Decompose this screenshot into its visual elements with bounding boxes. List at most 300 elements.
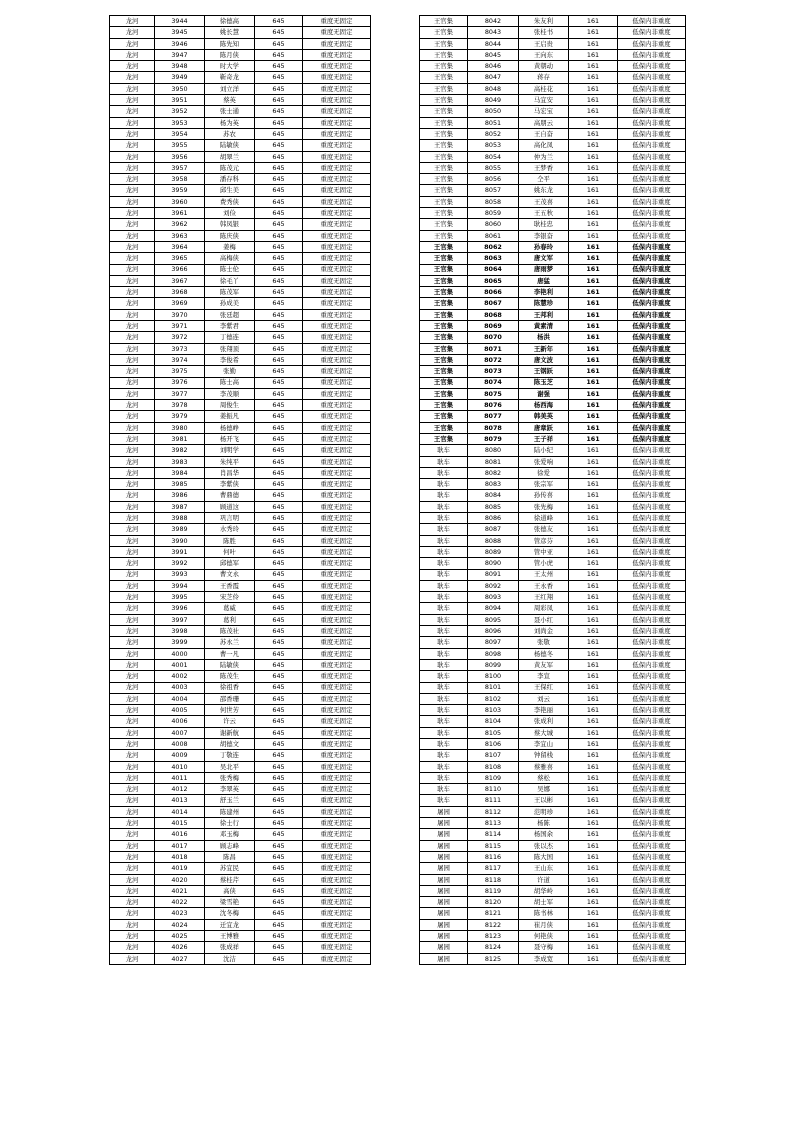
town-cell: 王官集 — [420, 162, 468, 173]
category-cell: 低保内非重度 — [618, 83, 686, 94]
name-cell: 唐章跃 — [519, 422, 569, 433]
amount-cell: 645 — [255, 637, 303, 648]
town-cell: 龙河 — [110, 919, 155, 930]
id-cell: 3953 — [155, 117, 205, 128]
category-cell: 重度无固定 — [303, 806, 371, 817]
table-row — [110, 230, 371, 241]
name-cell: 葛利 — [205, 614, 255, 625]
id-cell: 3957 — [155, 162, 205, 173]
table-row — [110, 27, 371, 38]
amount-cell: 645 — [255, 524, 303, 535]
name-cell: 唐文波 — [519, 354, 569, 365]
amount-cell: 645 — [255, 885, 303, 896]
town-cell: 屠园 — [420, 863, 468, 874]
category-cell: 重度无固定 — [303, 479, 371, 490]
table-row — [110, 784, 371, 795]
name-cell: 蔡松 — [519, 772, 569, 783]
amount-cell: 645 — [255, 693, 303, 704]
id-cell: 8107 — [468, 750, 519, 761]
town-cell: 王官集 — [420, 151, 468, 162]
id-cell: 8110 — [468, 784, 519, 795]
town-cell: 王官集 — [420, 230, 468, 241]
table-row — [110, 546, 371, 557]
town-cell: 王官集 — [420, 422, 468, 433]
town-cell: 屠园 — [420, 829, 468, 840]
table-row — [110, 795, 371, 806]
town-cell: 龙河 — [110, 535, 155, 546]
id-cell: 8111 — [468, 795, 519, 806]
town-cell: 龙河 — [110, 682, 155, 693]
amount-cell: 161 — [569, 388, 618, 399]
table-row — [420, 942, 686, 953]
amount-cell: 161 — [569, 693, 618, 704]
id-cell: 8048 — [468, 83, 519, 94]
amount-cell: 645 — [255, 795, 303, 806]
town-cell: 王官集 — [420, 411, 468, 422]
town-cell: 龙河 — [110, 716, 155, 727]
table-row — [420, 818, 686, 829]
name-cell: 李紫侠 — [205, 479, 255, 490]
table-row — [420, 716, 686, 727]
table-row — [110, 298, 371, 309]
id-cell: 8114 — [468, 829, 519, 840]
category-cell: 重度无固定 — [303, 377, 371, 388]
table-row — [110, 174, 371, 185]
id-cell: 3974 — [155, 354, 205, 365]
amount-cell: 161 — [569, 366, 618, 377]
id-cell: 8057 — [468, 185, 519, 196]
amount-cell: 161 — [569, 637, 618, 648]
town-cell: 龙河 — [110, 298, 155, 309]
category-cell: 低保内非重度 — [618, 208, 686, 219]
id-cell: 3954 — [155, 128, 205, 139]
category-cell: 低保内非重度 — [618, 603, 686, 614]
town-cell: 耿车 — [420, 603, 468, 614]
name-cell: 徐士行 — [205, 818, 255, 829]
town-cell: 耿车 — [420, 546, 468, 557]
id-cell: 8056 — [468, 174, 519, 185]
name-cell: 邱生美 — [205, 185, 255, 196]
table-row — [110, 38, 371, 49]
name-cell: 曹鼎德 — [205, 490, 255, 501]
amount-cell: 645 — [255, 772, 303, 783]
category-cell: 低保内非重度 — [618, 241, 686, 252]
town-cell: 屠园 — [420, 953, 468, 964]
name-cell: 丁德连 — [205, 332, 255, 343]
town-cell: 王官集 — [420, 219, 468, 230]
name-cell: 马宏宝 — [519, 106, 569, 117]
id-cell: 8106 — [468, 739, 519, 750]
id-cell: 8058 — [468, 196, 519, 207]
amount-cell: 645 — [255, 467, 303, 478]
name-cell: 李艳丽 — [519, 705, 569, 716]
category-cell: 低保内非重度 — [618, 761, 686, 772]
id-cell: 8115 — [468, 840, 519, 851]
amount-cell: 645 — [255, 931, 303, 942]
name-cell: 顾道这 — [205, 501, 255, 512]
town-cell: 龙河 — [110, 693, 155, 704]
category-cell: 重度无固定 — [303, 162, 371, 173]
town-cell: 屠园 — [420, 840, 468, 851]
table-row — [420, 535, 686, 546]
id-cell: 3989 — [155, 524, 205, 535]
id-cell: 3985 — [155, 479, 205, 490]
amount-cell: 645 — [255, 705, 303, 716]
amount-cell: 161 — [569, 784, 618, 795]
name-cell: 何世芳 — [205, 705, 255, 716]
category-cell: 重度无固定 — [303, 106, 371, 117]
table-row — [110, 140, 371, 151]
name-cell: 谢强 — [519, 388, 569, 399]
name-cell: 朱友利 — [519, 16, 569, 27]
name-cell: 唐文军 — [519, 253, 569, 264]
category-cell: 重度无固定 — [303, 772, 371, 783]
table-row — [110, 942, 371, 953]
category-cell: 重度无固定 — [303, 761, 371, 772]
name-cell: 高化凤 — [519, 140, 569, 151]
id-cell: 8079 — [468, 433, 519, 444]
table-row — [420, 95, 686, 106]
category-cell: 重度无固定 — [303, 49, 371, 60]
amount-cell: 645 — [255, 298, 303, 309]
table-row — [420, 377, 686, 388]
town-cell: 龙河 — [110, 558, 155, 569]
id-cell: 4011 — [155, 772, 205, 783]
category-cell: 低保内非重度 — [618, 72, 686, 83]
town-cell: 龙河 — [110, 95, 155, 106]
table-row — [420, 185, 686, 196]
category-cell: 低保内非重度 — [618, 445, 686, 456]
category-cell: 重度无固定 — [303, 422, 371, 433]
table-row — [110, 366, 371, 377]
category-cell: 重度无固定 — [303, 885, 371, 896]
table-row — [110, 287, 371, 298]
category-cell: 低保内非重度 — [618, 851, 686, 862]
category-cell: 低保内非重度 — [618, 671, 686, 682]
name-cell: 钟留栈 — [519, 750, 569, 761]
town-cell: 龙河 — [110, 208, 155, 219]
town-cell: 龙河 — [110, 456, 155, 467]
category-cell: 重度无固定 — [303, 174, 371, 185]
category-cell: 低保内非重度 — [618, 931, 686, 942]
town-cell: 耿车 — [420, 772, 468, 783]
table-row — [420, 479, 686, 490]
table-row — [420, 795, 686, 806]
category-cell: 低保内非重度 — [618, 637, 686, 648]
town-cell: 龙河 — [110, 806, 155, 817]
amount-cell: 645 — [255, 761, 303, 772]
id-cell: 4014 — [155, 806, 205, 817]
amount-cell: 645 — [255, 716, 303, 727]
amount-cell: 645 — [255, 851, 303, 862]
town-cell: 王官集 — [420, 16, 468, 27]
amount-cell: 161 — [569, 241, 618, 252]
category-cell: 低保内非重度 — [618, 354, 686, 365]
name-cell: 苏农 — [205, 128, 255, 139]
amount-cell: 645 — [255, 727, 303, 738]
town-cell: 龙河 — [110, 467, 155, 478]
table-row — [420, 354, 686, 365]
table-row — [110, 117, 371, 128]
name-cell: 胡华岭 — [519, 885, 569, 896]
amount-cell: 161 — [569, 422, 618, 433]
table-row — [110, 422, 371, 433]
name-cell: 曹文永 — [205, 569, 255, 580]
id-cell: 8101 — [468, 682, 519, 693]
amount-cell: 161 — [569, 739, 618, 750]
name-cell: 曹一凡 — [205, 648, 255, 659]
id-cell: 8082 — [468, 467, 519, 478]
category-cell: 重度无固定 — [303, 671, 371, 682]
name-cell: 王子祥 — [519, 433, 569, 444]
table-row — [420, 558, 686, 569]
amount-cell: 161 — [569, 908, 618, 919]
id-cell: 3990 — [155, 535, 205, 546]
category-cell: 重度无固定 — [303, 219, 371, 230]
category-cell: 重度无固定 — [303, 354, 371, 365]
table-row — [110, 885, 371, 896]
table-row — [110, 851, 371, 862]
id-cell: 3983 — [155, 456, 205, 467]
town-cell: 龙河 — [110, 140, 155, 151]
town-cell: 龙河 — [110, 851, 155, 862]
name-cell: 王香霞 — [205, 580, 255, 591]
table-row — [420, 241, 686, 252]
name-cell: 杨陈 — [519, 818, 569, 829]
name-cell: 何叶 — [205, 546, 255, 557]
id-cell: 4022 — [155, 897, 205, 908]
table-row — [110, 693, 371, 704]
name-cell: 陈先知 — [205, 38, 255, 49]
amount-cell: 161 — [569, 490, 618, 501]
name-cell: 张敬 — [519, 637, 569, 648]
amount-cell: 161 — [569, 705, 618, 716]
id-cell: 8090 — [468, 558, 519, 569]
amount-cell: 161 — [569, 885, 618, 896]
category-cell: 重度无固定 — [303, 83, 371, 94]
town-cell: 龙河 — [110, 264, 155, 275]
amount-cell: 161 — [569, 761, 618, 772]
id-cell: 8047 — [468, 72, 519, 83]
name-cell: 唐猛 — [519, 275, 569, 286]
amount-cell: 645 — [255, 784, 303, 795]
name-cell: 葛威 — [205, 603, 255, 614]
id-cell: 8086 — [468, 513, 519, 524]
table-row — [110, 897, 371, 908]
table-row — [420, 806, 686, 817]
id-cell: 8051 — [468, 117, 519, 128]
category-cell: 低保内非重度 — [618, 795, 686, 806]
amount-cell: 645 — [255, 546, 303, 557]
name-cell: 杨国余 — [519, 829, 569, 840]
table-row — [420, 851, 686, 862]
amount-cell: 161 — [569, 174, 618, 185]
category-cell: 低保内非重度 — [618, 705, 686, 716]
category-cell: 重度无固定 — [303, 953, 371, 964]
name-cell: 王梦香 — [519, 162, 569, 173]
category-cell: 重度无固定 — [303, 535, 371, 546]
id-cell: 8053 — [468, 140, 519, 151]
name-cell: 李紫君 — [205, 321, 255, 332]
amount-cell: 645 — [255, 671, 303, 682]
id-cell: 8118 — [468, 874, 519, 885]
amount-cell: 645 — [255, 162, 303, 173]
town-cell: 王官集 — [420, 287, 468, 298]
category-cell: 重度无固定 — [303, 298, 371, 309]
category-cell: 低保内非重度 — [618, 298, 686, 309]
amount-cell: 161 — [569, 298, 618, 309]
id-cell: 4012 — [155, 784, 205, 795]
category-cell: 重度无固定 — [303, 863, 371, 874]
name-cell: 聂守梅 — [519, 942, 569, 953]
category-cell: 低保内非重度 — [618, 309, 686, 320]
amount-cell: 645 — [255, 241, 303, 252]
table-row — [420, 106, 686, 117]
table-row — [420, 433, 686, 444]
town-cell: 龙河 — [110, 829, 155, 840]
name-cell: 范明珍 — [519, 806, 569, 817]
town-cell: 屠园 — [420, 885, 468, 896]
right-table-body — [420, 16, 686, 965]
id-cell: 8078 — [468, 422, 519, 433]
table-row — [110, 908, 371, 919]
town-cell: 耿车 — [420, 750, 468, 761]
town-cell: 龙河 — [110, 626, 155, 637]
town-cell: 屠园 — [420, 851, 468, 862]
name-cell: 苏永兰 — [205, 637, 255, 648]
amount-cell: 161 — [569, 953, 618, 964]
name-cell: 肖昌华 — [205, 467, 255, 478]
table-row — [420, 422, 686, 433]
amount-cell: 161 — [569, 614, 618, 625]
name-cell: 王茂喜 — [519, 196, 569, 207]
id-cell: 4023 — [155, 908, 205, 919]
town-cell: 龙河 — [110, 863, 155, 874]
table-row — [420, 501, 686, 512]
name-cell: 陈玉芝 — [519, 377, 569, 388]
id-cell: 4025 — [155, 931, 205, 942]
name-cell: 崔月侠 — [519, 919, 569, 930]
name-cell: 王山东 — [519, 863, 569, 874]
town-cell: 屠园 — [420, 931, 468, 942]
town-cell: 龙河 — [110, 106, 155, 117]
amount-cell: 161 — [569, 72, 618, 83]
category-cell: 重度无固定 — [303, 27, 371, 38]
table-row — [110, 208, 371, 219]
category-cell: 重度无固定 — [303, 72, 371, 83]
id-cell: 4008 — [155, 739, 205, 750]
category-cell: 低保内非重度 — [618, 513, 686, 524]
amount-cell: 645 — [255, 603, 303, 614]
amount-cell: 645 — [255, 445, 303, 456]
name-cell: 邱德军 — [205, 558, 255, 569]
town-cell: 龙河 — [110, 885, 155, 896]
amount-cell: 161 — [569, 569, 618, 580]
name-cell: 王启贵 — [519, 38, 569, 49]
id-cell: 8102 — [468, 693, 519, 704]
id-cell: 8108 — [468, 761, 519, 772]
town-cell: 龙河 — [110, 659, 155, 670]
table-row — [420, 614, 686, 625]
category-cell: 低保内非重度 — [618, 682, 686, 693]
table-row — [420, 140, 686, 151]
amount-cell: 161 — [569, 716, 618, 727]
table-row — [420, 275, 686, 286]
name-cell: 陈慧珍 — [519, 298, 569, 309]
table-row — [110, 275, 371, 286]
category-cell: 低保内非重度 — [618, 16, 686, 27]
id-cell: 3963 — [155, 230, 205, 241]
town-cell: 王官集 — [420, 106, 468, 117]
category-cell: 低保内非重度 — [618, 343, 686, 354]
amount-cell: 161 — [569, 264, 618, 275]
table-row — [110, 106, 371, 117]
name-cell: 李茂顺 — [205, 388, 255, 399]
category-cell: 低保内非重度 — [618, 400, 686, 411]
id-cell: 8112 — [468, 806, 519, 817]
table-row — [110, 580, 371, 591]
amount-cell: 645 — [255, 818, 303, 829]
table-row — [420, 174, 686, 185]
amount-cell: 161 — [569, 818, 618, 829]
id-cell: 3949 — [155, 72, 205, 83]
amount-cell: 161 — [569, 27, 618, 38]
id-cell: 8062 — [468, 241, 519, 252]
table-row — [110, 705, 371, 716]
town-cell: 王官集 — [420, 140, 468, 151]
town-cell: 龙河 — [110, 761, 155, 772]
id-cell: 4009 — [155, 750, 205, 761]
amount-cell: 161 — [569, 433, 618, 444]
table-row — [420, 388, 686, 399]
category-cell: 低保内非重度 — [618, 727, 686, 738]
table-row — [110, 467, 371, 478]
category-cell: 重度无固定 — [303, 400, 371, 411]
amount-cell: 645 — [255, 230, 303, 241]
id-cell: 8060 — [468, 219, 519, 230]
table-row — [420, 230, 686, 241]
table-row — [110, 400, 371, 411]
town-cell: 耿车 — [420, 693, 468, 704]
category-cell: 低保内非重度 — [618, 253, 686, 264]
amount-cell: 645 — [255, 750, 303, 761]
table-row — [420, 761, 686, 772]
table-row — [420, 829, 686, 840]
table-row — [420, 908, 686, 919]
town-cell: 龙河 — [110, 637, 155, 648]
id-cell: 8104 — [468, 716, 519, 727]
category-cell: 重度无固定 — [303, 343, 371, 354]
amount-cell: 645 — [255, 275, 303, 286]
id-cell: 4004 — [155, 693, 205, 704]
town-cell: 王官集 — [420, 388, 468, 399]
amount-cell: 161 — [569, 321, 618, 332]
name-cell: 李俊希 — [205, 354, 255, 365]
id-cell: 3944 — [155, 16, 205, 27]
category-cell: 重度无固定 — [303, 818, 371, 829]
id-cell: 8089 — [468, 546, 519, 557]
town-cell: 王官集 — [420, 433, 468, 444]
table-row — [420, 569, 686, 580]
table-row — [420, 49, 686, 60]
table-row — [420, 287, 686, 298]
name-cell: 姚长慧 — [205, 27, 255, 38]
id-cell: 8072 — [468, 354, 519, 365]
id-cell: 3955 — [155, 140, 205, 151]
table-row — [110, 196, 371, 207]
id-cell: 8050 — [468, 106, 519, 117]
name-cell: 黄友军 — [519, 659, 569, 670]
